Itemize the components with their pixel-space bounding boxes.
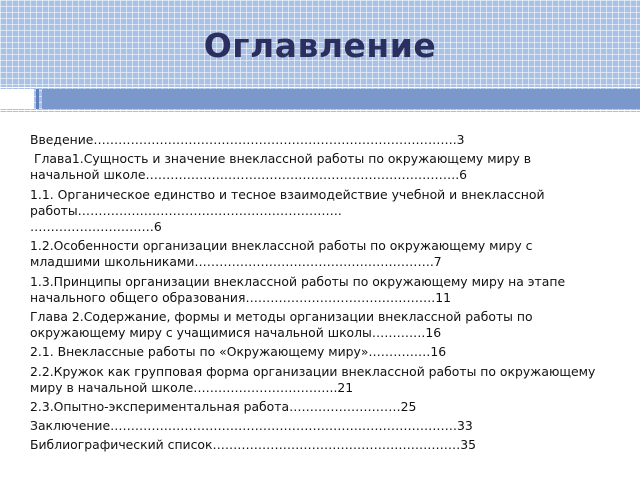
toc-entry-1-3: 1.3.Принципы организации внеклассной работы по окружающему миру на этапе начального общего образования……………………………………….11: [30, 273, 570, 305]
divider-line: [0, 110, 640, 111]
divider-line: [0, 87, 640, 88]
table-of-contents: [30, 132, 600, 457]
accent-bar-small: [36, 89, 39, 109]
toc-entry-chapter-2: Глава 2.Содержание, формы и методы организации внеклассной работы по окружающему миру с учащимися начальной школы………….16: [30, 309, 537, 341]
toc-entry-2-1: 2.1. Внеклассные работы по «Окружающему миру»……………16: [30, 344, 447, 360]
toc-entry-introduction: Введение…………………………………………………………………………….3: [30, 132, 465, 147]
slide-title: Оглавление: [203, 26, 437, 65]
toc-entry-chapter-1: Глава1.Сущность и значение внеклассной работы по окружающему миру в начальной школе………………………………………………………………….6: [30, 151, 535, 183]
accent-bar: [42, 89, 640, 109]
toc-entry-1-2: 1.2.Особенности организации внеклассной работы по окружающему миру с младшими школьниками………………………………………………….7: [30, 238, 537, 270]
toc-entry-conclusion: Заключение…………………………………………………………………………33: [30, 418, 473, 434]
accent-block: [0, 89, 34, 109]
toc-entry-2-3: 2.3.Опытно-экспериментальная работа………………………25: [30, 399, 417, 415]
toc-entry-bibliography: Библиографический список……………………………………………………35: [30, 437, 477, 453]
toc-entry-1-1: 1.1. Органическое единство и тесное взаимодействие учебной и внеклассной работы………………………………………………………. …………………………6: [30, 186, 545, 235]
toc-entry-2-2: 2.2.Кружок как групповая форма организации внеклассной работы по окружающему миру в начальной школе……………………………..21: [30, 363, 600, 395]
title-band: [0, 0, 640, 86]
